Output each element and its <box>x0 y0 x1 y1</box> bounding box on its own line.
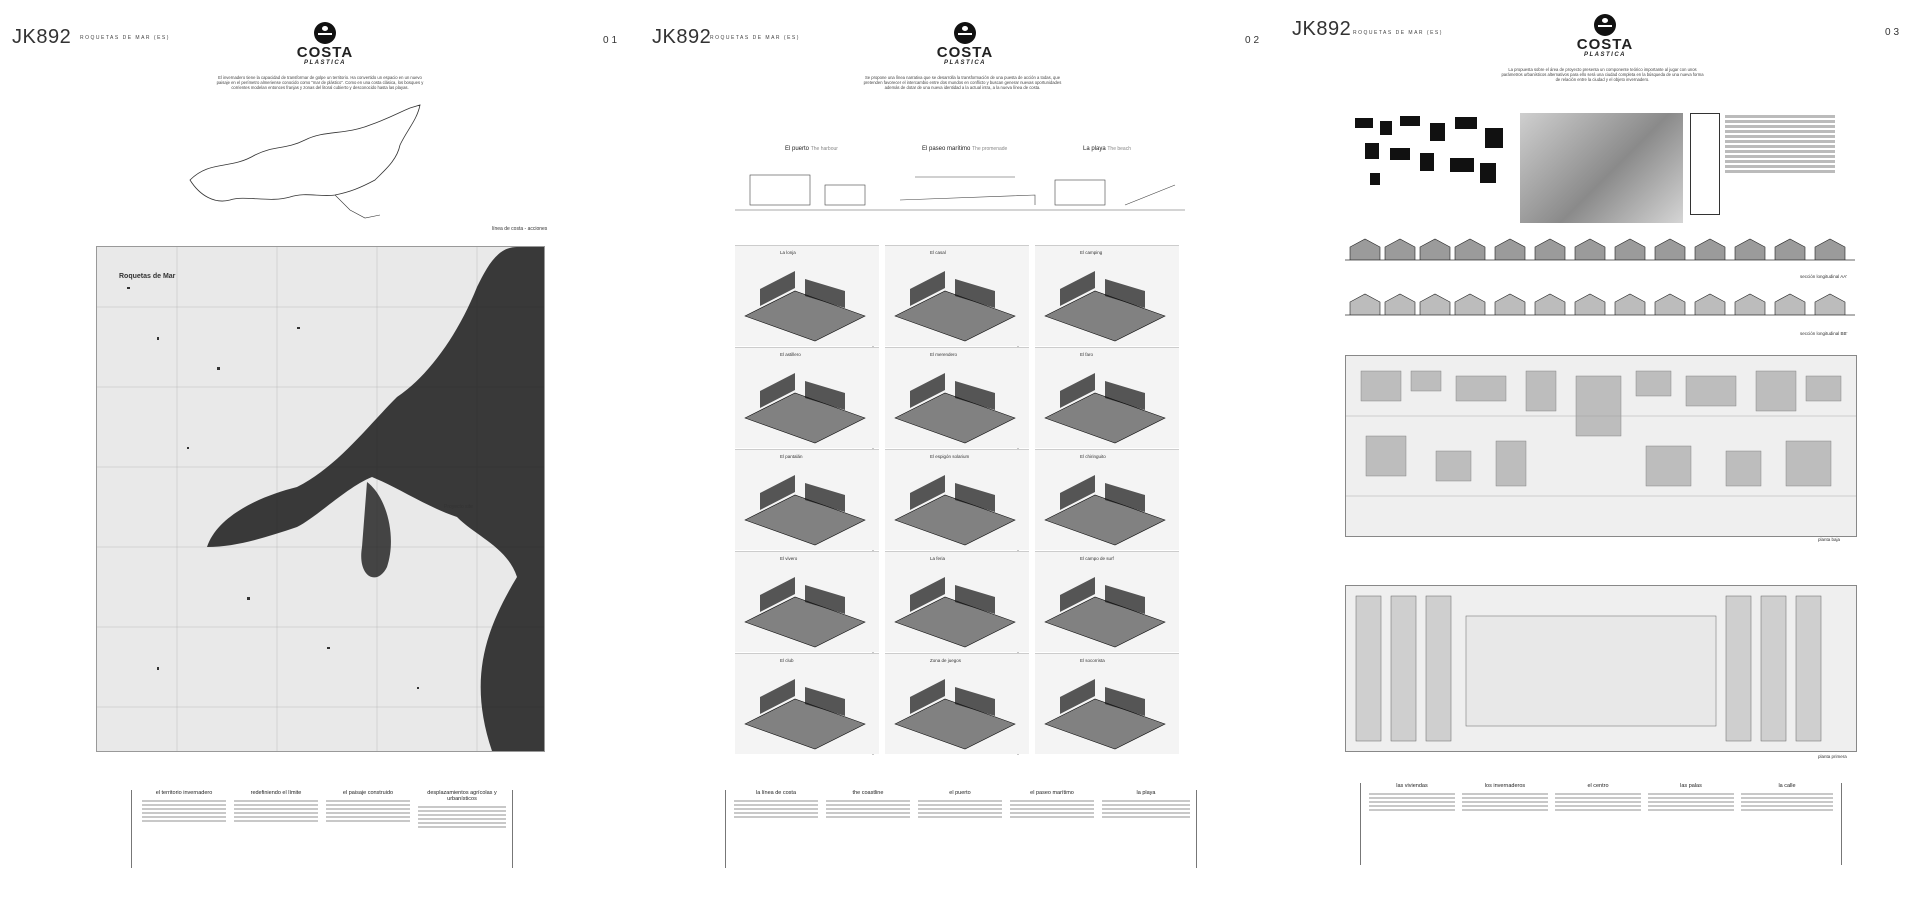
panel-3-footer <box>1360 783 1842 865</box>
intervention-cell <box>885 653 1029 754</box>
section-aa-drawing <box>1345 235 1855 265</box>
intervention-cell <box>885 551 1029 652</box>
logo-word: COSTA <box>1576 36 1634 53</box>
intervention-cell <box>735 653 879 754</box>
intro-text: La propuesta sobre el área de proyecto presenta un componente teórico importante al jugar con unos parámetros urbanísticos alternativos para ello será una ciudad completa en la búsqueda de una nueva forma de relación entre la ciudad y el objeto invernadero. <box>1501 67 1704 82</box>
intervention-label: El faro <box>1080 352 1094 357</box>
intervention-label: Zona de juegos <box>930 658 962 663</box>
footer-col <box>918 790 1002 820</box>
intervention-cell <box>885 449 1029 550</box>
footer-col <box>234 790 318 824</box>
footer-col <box>1102 790 1190 820</box>
section-es: El puerto <box>785 146 810 152</box>
section-header <box>785 146 838 152</box>
footer-col <box>326 790 410 824</box>
axonometric-drawing <box>885 348 1029 448</box>
intervention-cell <box>735 245 879 346</box>
axonometric-drawing <box>735 450 879 550</box>
greenhouse-runner-photo <box>1520 113 1683 223</box>
intervention-label: El espigón solarium <box>930 454 970 459</box>
globe-icon <box>1594 14 1616 36</box>
intervention-cell <box>1035 347 1179 448</box>
intro-text: Se propone una línea narrativa que se desarrolla la transformación de una puesta de acción a todas, que pretenden favorecer el intercambio entre dos mundos en conflicto y buscan generar nuevas oportunidades además de dotar de una nueva identidad a la actual intra, a la nueva línea de costa. <box>863 75 1062 90</box>
section-aa-label: sección longitudinal AA' <box>1800 274 1848 279</box>
footer-col-title: el territorio invernadero <box>155 790 213 796</box>
costa-plastica-logo <box>1565 14 1645 58</box>
section-es: La playa <box>1083 146 1106 152</box>
panel-number: 02 <box>1245 35 1263 46</box>
costa-plastica-logo <box>285 22 365 66</box>
intervention-label: El casal <box>930 250 946 255</box>
footer-col-title: el paseo marítimo <box>1030 790 1074 796</box>
footer-col <box>418 790 506 830</box>
panel-1 <box>0 0 640 905</box>
project-code: JK892 <box>652 26 712 48</box>
intervention-label: La lonja <box>780 250 796 255</box>
section-bb-drawing <box>1345 290 1855 320</box>
intervention-label: El club <box>780 658 794 663</box>
footer-col-title: la playa <box>1136 790 1156 796</box>
project-location: ROQUETAS DE MAR (ES) <box>80 35 170 41</box>
intervention-cell <box>1035 551 1179 652</box>
coast-elevation-strip <box>735 165 1185 235</box>
logo-word: COSTA <box>936 44 994 61</box>
project-code: JK892 <box>1292 18 1352 40</box>
logo-sub: PLASTICA <box>944 60 986 66</box>
map-title: Roquetas de Mar <box>119 273 176 280</box>
section-en: The harbour <box>810 146 838 152</box>
footer-col-title: el paisaje construido <box>342 790 394 796</box>
ground-floor-plan-drawing <box>1346 356 1856 536</box>
intervention-cell <box>885 245 1029 346</box>
intervention-label: El socorrista <box>1080 658 1105 663</box>
panel-2 <box>640 0 1280 905</box>
axonometric-drawing <box>885 450 1029 550</box>
costa-plastica-logo <box>925 22 1005 66</box>
territory-map <box>96 246 545 752</box>
panel-2-footer <box>725 790 1197 868</box>
axonometric-drawing <box>1035 246 1179 346</box>
panel-3-side-text <box>1725 113 1835 213</box>
axonometric-drawing <box>735 552 879 652</box>
first-floor-plan-drawing <box>1346 586 1856 751</box>
section-header <box>1083 146 1131 152</box>
panel-number: 03 <box>1885 27 1903 38</box>
logo-sub: PLASTICA <box>1584 52 1626 58</box>
footer-col <box>1741 783 1833 813</box>
panel-3 <box>1280 0 1920 905</box>
section-en: The promenade <box>972 146 1008 152</box>
footer-col <box>826 790 910 820</box>
section-header <box>922 146 1007 152</box>
map-drawing <box>97 247 544 751</box>
footer-col-title: los invernaderos <box>1484 783 1526 789</box>
footer-col <box>1462 783 1548 813</box>
intervention-label: La feria <box>930 556 946 561</box>
footer-col <box>142 790 226 824</box>
axonometric-drawing <box>885 552 1029 652</box>
footer-col-title: el centro <box>1587 783 1609 789</box>
footer-col-title: the coastline <box>852 790 884 796</box>
project-code: JK892 <box>12 26 72 48</box>
footer-col <box>734 790 818 820</box>
panel-number: 01 <box>603 35 621 46</box>
axonometric-drawing <box>1035 348 1179 448</box>
logo-sub: PLASTICA <box>304 60 346 66</box>
intervention-label: El campo de surf <box>1080 556 1114 561</box>
footer-col-title: la calle <box>1778 783 1796 789</box>
section-es: El paseo marítimo <box>922 146 971 152</box>
footer-col-title: la línea de costa <box>755 790 797 796</box>
axonometric-drawing <box>1035 654 1179 754</box>
intervention-cell <box>1035 653 1179 754</box>
axonometric-drawing <box>1035 450 1179 550</box>
intervention-label: El vivero <box>780 556 798 561</box>
panel-1-footer <box>131 790 513 868</box>
axonometric-drawing <box>735 654 879 754</box>
intervention-cell <box>1035 449 1179 550</box>
first-floor-plan <box>1345 585 1857 752</box>
route-caption: línea de costa - acciones <box>492 226 548 232</box>
intervention-label: El chiringuito <box>1080 454 1106 459</box>
globe-icon <box>314 22 336 44</box>
project-location: ROQUETAS DE MAR (ES) <box>1353 30 1443 36</box>
intervention-cell <box>885 347 1029 448</box>
footer-col <box>1010 790 1094 820</box>
footer-col <box>1369 783 1455 813</box>
intervention-label: El pantalán <box>780 454 803 459</box>
intro-text: El invernadero tiene la capacidad de transformar de golpe un territorio. Ha convertido un espacio en un nuevo paisaje en el perímetro almeriense conocido como "mar de plástico". Como en una costa clásica, los bosques y corrientes modelan entonces franjas y zonas del litoral cubierto y desconocido hasta las playas. <box>216 75 424 90</box>
footer-col <box>1555 783 1641 813</box>
axonometric-drawing <box>885 654 1029 754</box>
intervention-cell <box>1035 245 1179 346</box>
intervention-label: El merendero <box>930 352 958 357</box>
intervention-cell <box>735 551 879 652</box>
footer-col-title: las palas <box>1680 783 1702 789</box>
axonometric-drawing <box>885 246 1029 346</box>
axonometric-drawing <box>1035 552 1179 652</box>
intervention-cell <box>735 449 879 550</box>
intervention-cell <box>735 347 879 448</box>
coastline-route-drawing <box>185 100 435 225</box>
first-floor-label: planta primera <box>1818 754 1847 759</box>
intervention-label: El camping <box>1080 250 1103 255</box>
axonometric-drawing <box>735 246 879 346</box>
footer-col-title: redefiniendo el límite <box>250 790 302 796</box>
axonometric-drawing <box>735 348 879 448</box>
footer-col-title: desplazamientos agrícolas y urbanísticos <box>427 790 497 802</box>
section-bb-label: sección longitudinal BB' <box>1800 331 1848 336</box>
ground-floor-label: planta baja <box>1818 537 1841 542</box>
footer-col-title: las viviendas <box>1396 783 1428 789</box>
footer-col-title: el puerto <box>949 790 971 796</box>
project-site-label: Proyecto site <box>444 504 473 510</box>
tower-section-drawing <box>1690 113 1720 215</box>
intervention-label: El astillero <box>780 352 801 357</box>
context-site-plan <box>1350 113 1510 196</box>
logo-word: COSTA <box>296 44 354 61</box>
ground-floor-plan <box>1345 355 1857 537</box>
section-en: The beach <box>1107 146 1131 152</box>
footer-col <box>1648 783 1734 813</box>
globe-icon <box>954 22 976 44</box>
project-location: ROQUETAS DE MAR (ES) <box>710 35 800 41</box>
